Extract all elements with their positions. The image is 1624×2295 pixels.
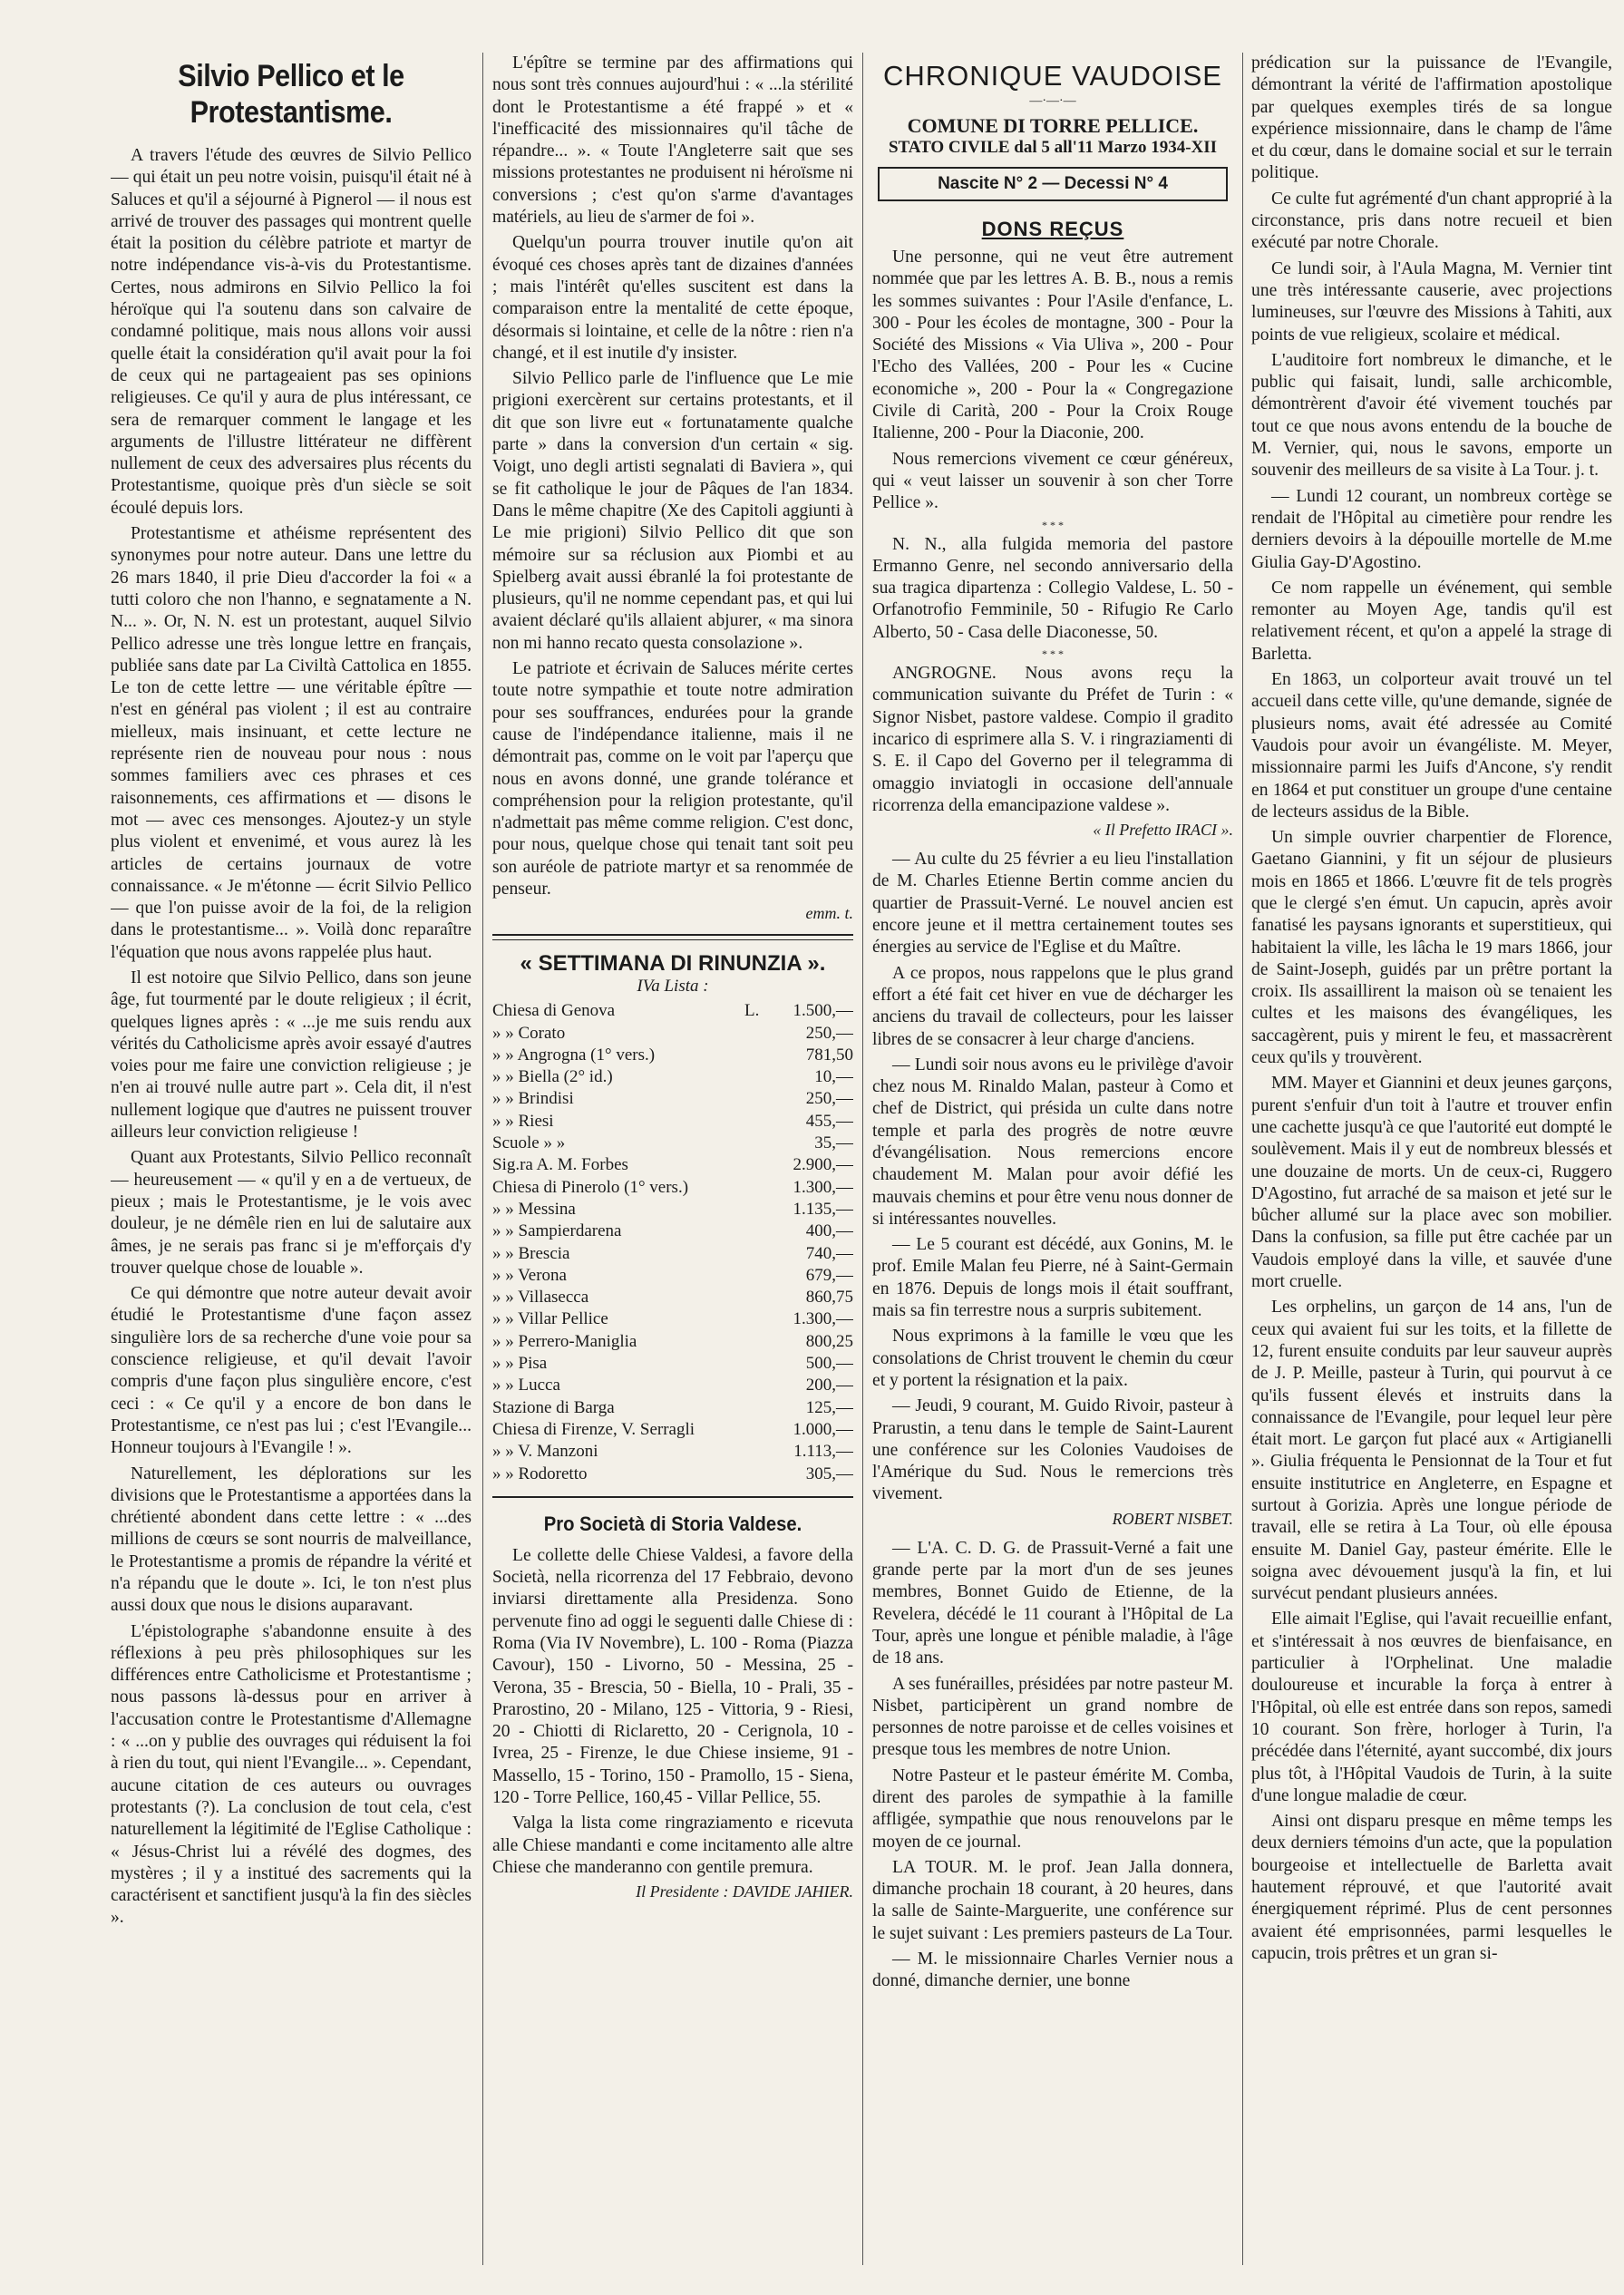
section-title: Pro Società di Storia Valdese. bbox=[543, 1512, 802, 1535]
donor-name: » » Brescia bbox=[492, 1243, 570, 1263]
donor-name: » » Brindisi bbox=[492, 1089, 574, 1109]
paragraph: LA TOUR. M. le prof. Jean Jalla donnera, dimanche prochain 18 courant, à 20 heures, dans la salle de Sainte-Marguerite, une conférence sur le sujet suivant : Les premiers pasteurs de La Tour. bbox=[872, 1857, 1233, 1943]
paragraph: Ce lundi soir, à l'Aula Magna, M. Vernier tint une très intéressante causerie, avec projections lumineuses, sur l'œuvre des Missions à Tahiti, aux points de vue religieux, scolaire et médical. bbox=[1251, 258, 1612, 345]
table-row bbox=[492, 1419, 853, 1441]
table-row bbox=[492, 1308, 853, 1330]
donor-name: Stazione di Barga bbox=[492, 1397, 615, 1417]
amount: 35,— bbox=[814, 1133, 853, 1153]
paragraph: — L'A. C. D. G. de Prassuit-Verné a fait une grande perte par la mort d'un de ses jeunes membres, Bonnet Guido de Etienne, de la Revelera, décédé le 11 courant à l'Hôpital de La Tour, après une longue et pénible maladie, à l'âge de 18 ans. bbox=[872, 1538, 1233, 1668]
amount: 1.135,— bbox=[793, 1199, 853, 1219]
currency bbox=[744, 1287, 766, 1308]
amount: 860,75 bbox=[805, 1288, 853, 1308]
currency bbox=[744, 1353, 766, 1375]
column-4 bbox=[1251, 53, 1612, 2279]
table-row bbox=[492, 1265, 853, 1287]
currency bbox=[744, 1111, 766, 1133]
paragraph: — Lundi soir nous avons eu le privilège d'avoir chez nous M. Rinaldo Malan, pasteur à Como et chef de District, qui présida un culte dans notre temple et parla des progrès de notre œuvre d'évangélisation. Nous remercions encore chaudement M. Malan pour avoir défié les mauvais chemins et pour être venu nous donner de si intéressantes nouvelles. bbox=[872, 1055, 1233, 1229]
table-row bbox=[492, 1287, 853, 1308]
amount: 2.900,— bbox=[793, 1155, 853, 1175]
paragraph: A travers l'étude des œuvres de Silvio Pellico — qui était un peu notre voisin, puisqu'il était né à Saluces et qu'il a séjourné à Pignerol — il nous est arrivé de trouver des passages qui montrent quelle était la position du célèbre patriote et martyr de notre indépendance vis-à-vis du Protestantisme. Certes, nous admirons en Silvio Pellico la foi héroïque qui l'a soutenu dans son calvaire de condamné politique, mais nous allons voir aussi quelle était la considération qu'il avait pour la foi de ceux qui ne partageaient pas ses opinions religieuses. Ce qu'il y aura de plus intéressant, ce sera de remarquer comment le langage et les arguments de l'illustre littérateur ne diffèrent nullement de ceux des adversaires plus récents du Protestantisme, quoique près d'un siècle se soit écoulé depuis lors. bbox=[111, 146, 472, 518]
paragraph: Nous exprimons à la famille le vœu que les consolations de Christ trouvent le chemin du cœur et y portent la résignation et la paix. bbox=[872, 1327, 1233, 1390]
donor-name: » » Riesi bbox=[492, 1111, 554, 1131]
amount: 455,— bbox=[805, 1111, 853, 1131]
paragraph: ANGROGNE. Nous avons reçu la communication suivante du Préfet de Turin : « Signor Nisbet, pastore valdese. Compio il gradito incarico di esprimere alla S. V. i ringraziamenti di S. E. il Capo del Governo per il telegramma di omaggio inviatogli in occasione dell'annuale ricorrenza della emancipazione valdese ». bbox=[872, 664, 1233, 815]
column-3 bbox=[872, 53, 1233, 2279]
paragraph: Silvio Pellico parle de l'influence que Le mie prigioni exercèrent sur certains protestants, et il dit que son livre eut « fortunatamente qualche parte » dans la conversion d'un certain « sig. Voigt, uno degli artisti segnalati di Baviera », qui se fit catholique le jour de Pâques de l'an 1834. Dans le même chapitre (Xe des Capitoli aggiunti à Le mie prigioni) Silvio Pellico dit que son mémoire sur sa réclusion aux Piombi et au Spielberg avait aussi ébranlé la foi protestante de plusieurs, qu'il ne nomme cependant pas, et qui lui avaient déclaré qu'ils allaient abjurer, « ma sinora non mi hanno recato questa consolazione ». bbox=[492, 369, 853, 653]
currency bbox=[744, 1331, 766, 1353]
amount: 1.500,— bbox=[793, 1001, 853, 1021]
section-divider bbox=[492, 934, 853, 936]
column-rule bbox=[862, 53, 863, 2265]
amount: 125,— bbox=[805, 1397, 853, 1417]
donor-name: » » V. Manzoni bbox=[492, 1442, 598, 1462]
signature: Il Presidente : DAVIDE JAHIER. bbox=[636, 1882, 853, 1901]
paragraph: A ce propos, nous rappelons que le plus grand effort a été fait cet hiver en vue de décharger les anciens du travail de collecteurs, pour les laisser libres de se consacrer à leur charge d'anciens. bbox=[872, 963, 1233, 1049]
paragraph: Il est notoire que Silvio Pellico, dans son jeune âge, fut tourmenté par le doute religieux ; il écrit, quelques lignes après : « ...je me suis rendu aux vérités du Catholicisme après avoir essayé d'autres voies pour me faire une conviction religieuse ; je n'en ai trouvé nulle autre part ». Cela dit, il n'est nullement logique que d'autres ne puissent trouver ailleurs leur conviction religieuse ! bbox=[111, 968, 472, 1143]
donor-name: » » Perrero-Maniglia bbox=[492, 1331, 637, 1351]
section-title: CHRONIQUE VAUDOISE bbox=[883, 60, 1222, 92]
currency bbox=[744, 1419, 766, 1441]
amount: 250,— bbox=[805, 1023, 853, 1043]
donor-name: » » Corato bbox=[492, 1023, 566, 1043]
paragraph: Elle aimait l'Eglise, qui l'avait recueillie enfant, et s'intéressait à nos œuvres de bienfaisance, en particulier à l'Orphelinat. Une maladie douloureuse et incurable la força à entrer à l'Hôpital, où elle est entrée dans son repos, samedi 10 courant. Son frère, horloger à Turin, l'a précédée dans l'éternité, ayant succombé, dix jours plus tôt, à l'Hôpital Vaudois de Turin, à la suite d'une longue maladie de cœur. bbox=[1251, 1609, 1612, 1805]
paragraph: Le patriote et écrivain de Saluces mérite certes toute notre sympathie et toute notre admiration pour ses souffrances, endurées pour la grande cause de l'indépendance italienne, mais il ne démontrait pas, comme on le voit par l'aperçu que nous en avons donné, une grande tolérance et compréhension pour la religion protestante, qu'il n'admettait pas même comme religion. C'est donc, pour nous, quelque chose qui tenait tant soit peu son auréole de patriote martyr et sa renommée de penseur. bbox=[492, 659, 853, 899]
currency bbox=[744, 1397, 766, 1419]
signature: ROBERT NISBET. bbox=[1112, 1509, 1233, 1528]
amount: 1.113,— bbox=[793, 1442, 853, 1462]
column-1 bbox=[111, 53, 472, 2279]
donor-name: Scuole » » bbox=[492, 1133, 566, 1153]
paragraph: Ce qui démontre que notre auteur devait avoir étudié le Protestantisme d'une façon assez singulière lors de sa recherche d'une voie pour sa conscience religieuse, et qu'il devait l'avoir compris d'une façon plus singulière encore, c'est ceci : « Ce qu'il y a encore de bon dans le Protestantisme, ce n'est pas lui ; c'est l'Evangile... Honneur toujours à l'Evangile ! ». bbox=[111, 1284, 472, 1458]
donor-name: » » Verona bbox=[492, 1265, 567, 1285]
paragraph: Les orphelins, un garçon de 14 ans, l'un de ceux qui avaient fui sur les toits, et la fillette de 12, furent ensuite conduits par leur sauveur auprès de J. P. Meille, pasteur à Turin, qui pourvut à ce qu'ils fussent élevés et instruits dans la connaissance de l'Evangile, pour lequel leur père était mort. Le garçon fut placé aux « Artigianelli ». Giulia fréquenta le Pensionnat de la Tour et fut ensuite institutrice en Angleterre, en Espagne et surtout à Gorizia. Après une longue période de travail, elle se retira à La Tour, où elle épousa ensuite M. Daniel Gay, pasteur émérite. Elle le soigna avec dévouement jusqu'à la fin, et lui survécut pendant plusieurs années. bbox=[1251, 1298, 1612, 1604]
currency bbox=[744, 1066, 766, 1088]
paragraph: Un simple ouvrier charpentier de Florence, Gaetano Giannini, y fit un séjour de plusieurs mois en 1865 et 1866. L'œuvre fit de tels progrès que le clergé s'en émut. Un capucin, après avoir fanatisé les paysans ignorants et superstitieux, qui habitaient la ville, les lâcha le 19 mars 1866, jour de Saint-Joseph, guidés par un prêtre portant la croix. Ils assaillirent la maison où se tenaient les cultes et les maisons des évangéliques, les saccagèrent, puis y mirent le feu, et massacrèrent ceux qu'ils y trouvèrent. bbox=[1251, 828, 1612, 1068]
paragraph: L'auditoire fort nombreux le dimanche, et le public qui faisait, lundi, salle archicomble, démontrèrent d'avoir été vivement touchés par tout ce que nous avons entendu de la bouche de M. Vernier, qui, nous le savons, emporte un souvenir des meilleurs de sa visite à La Tour. j. t. bbox=[1251, 350, 1612, 481]
paragraph: — M. le missionnaire Charles Vernier nous a donné, dimanche dernier, une bonne bbox=[872, 1950, 1233, 1991]
paragraph: Quant aux Protestants, Silvio Pellico reconnaît — heureusement — « qu'il y en a de vertueux, de pieux ; mais le Protestantisme, je le vois avec douleur, je ne démêle rien en lui de salutaire aux âmes, je ne serais pas franc si je m'efforçais d'y trouver quelque chose de louable ». bbox=[111, 1148, 472, 1278]
table-row bbox=[492, 1177, 853, 1199]
donor-name: Chiesa di Firenze, V. Serragli bbox=[492, 1419, 695, 1439]
amount: 781,50 bbox=[805, 1045, 853, 1065]
currency bbox=[744, 1199, 766, 1220]
signature: « Il Prefetto IRACI ». bbox=[1093, 821, 1233, 840]
asterism: * * * bbox=[1042, 647, 1064, 661]
donor-name: » » Rodoretto bbox=[492, 1464, 588, 1483]
currency bbox=[744, 1088, 766, 1110]
currency bbox=[744, 1177, 766, 1199]
civil-status-box: Nascite N° 2 — Decessi N° 4 bbox=[878, 167, 1228, 201]
paragraph: Une personne, qui ne veut être autrement nommée que par les lettres A. B. B., nous a remis les sommes suivantes : Pour l'Asile d'enfance, L. 300 - Pour les écoles de montagne, 300 - Pour la Société des Missions « Via Uliva », 200 - Pour l'Echo des Vallées, 200 - Pour les « Cucine economiche », 200 - Pour la « Congregazione Civile di Carità, 200 - Pour la Croix Rouge Italienne, 200 - Pour la Diaconie, 200. bbox=[872, 248, 1233, 443]
amount: 679,— bbox=[805, 1265, 853, 1285]
donor-name: » » Biella (2° id.) bbox=[492, 1067, 613, 1087]
currency bbox=[744, 1308, 766, 1330]
donor-name: » » Pisa bbox=[492, 1354, 548, 1374]
paragraph: Protestantisme et athéisme représentent des synonymes pour notre auteur. Dans une lettre du 26 mars 1840, il prie Dieu d'accorder la foi « a tutti coloro che non l'hanno, e segnatamente a N. N... ». Or, N. N. est un protestant, auquel Silvio Pellico adresse une très longue lettre en français, publiée sans date par La Civiltà Cattolica en 1855. Le ton de cette lettre — une véritable épître — n'est en général pas violent ; il est au contraire mielleux, mais insinuant, et cette lecture ne représente rien de nouveau pour nous : nous sommes familiers avec ces phrases et ces raisonnements, ces affirmations et — disons le mot — avec ces mensonges. Ajoutez-y un style plus violent et envenimé, et vous aurez là les articles de certains journaux de votre connaissance. « Je m'étonne — écrit Silvio Pellico — que l'on puisse avoir de la foi, de la religion dans le protestantisme... ». Voilà donc reparaître l'équation que nous avons rappelée plus haut. bbox=[111, 524, 472, 962]
donor-name: » » Angrogna (1° vers.) bbox=[492, 1045, 656, 1065]
donor-name: Chiesa di Pinerolo (1° vers.) bbox=[492, 1177, 689, 1197]
amount: 10,— bbox=[814, 1067, 853, 1087]
donor-name: » » Villar Pellice bbox=[492, 1309, 608, 1329]
currency: L. bbox=[744, 1001, 760, 1021]
paragraph: MM. Mayer et Giannini et deux jeunes garçons, purent s'enfuir d'un toit à l'autre et trouver enfin une cachette jusqu'à ce que l'autorité eut dompté le soulèvement. Mais il y eut de nombreux blessés et une douzaine de morts. Un de ceux-ci, Ruggero D'Agostino, fut arraché de sa maison et jeté sur le bûcher allumé sur la place avec son mobilier. Dans la confusion, sa fille put être cachée par un Vaudois employé dans la ville, et sauvée d'une mort cruelle. bbox=[1251, 1074, 1612, 1292]
list-subtitle: IVa Lista : bbox=[637, 977, 709, 997]
paragraph: — Lundi 12 courant, un nombreux cortège se rendait de l'Hôpital au cimetière pour rendre les derniers devoirs à la dépouille mortelle de M.me Giulia Gay-D'Agostino. bbox=[1251, 486, 1612, 572]
section-divider bbox=[492, 939, 853, 940]
amount: 500,— bbox=[805, 1354, 853, 1374]
currency bbox=[744, 1375, 766, 1396]
paragraph: Quelqu'un pourra trouver inutile qu'on ait évoqué ces choses après tant de dizaines d'années ; mais l'intérêt qu'elles suscitent est dans la comparaison entre la mentalité de cette époque, désormais si lointaine, et celle de la nôtre : rien n'a changé, et il est inutile d'y insister. bbox=[492, 233, 853, 363]
column-rule bbox=[1242, 53, 1243, 2265]
paragraph: Ce culte fut agrémenté d'un chant approprié à la circonstance, pris dans notre recueil et bien exécuté par notre Chorale. bbox=[1251, 189, 1612, 253]
signature: emm. t. bbox=[805, 904, 853, 923]
currency bbox=[744, 1023, 766, 1045]
section-title: DONS REÇUS bbox=[981, 218, 1124, 240]
table-row bbox=[492, 1397, 853, 1419]
sub-title: STATO CIVILE dal 5 all'11 Marzo 1934-XII bbox=[888, 138, 1218, 157]
table-row bbox=[492, 1353, 853, 1375]
amount: 1.000,— bbox=[793, 1419, 853, 1439]
column-rule bbox=[482, 53, 483, 2265]
table-row bbox=[492, 1045, 853, 1066]
currency bbox=[744, 1464, 766, 1485]
table-row bbox=[492, 1243, 853, 1265]
amount: 800,25 bbox=[805, 1331, 853, 1351]
amount: 1.300,— bbox=[793, 1177, 853, 1197]
currency bbox=[744, 1045, 766, 1066]
table-row bbox=[492, 1000, 853, 1022]
amount: 305,— bbox=[805, 1464, 853, 1483]
paragraph: Naturellement, les déplorations sur les divisions que le Protestantisme a apportées dans la chrétienté abondent dans cette lettre : « ...des millions de cœurs se sont nourris de malveillance, le Protestantisme a promis de répandre la vérité et n'a répandu que le doute ». Ici, le ton n'est plus aussi doux que nous le disions auparavant. bbox=[111, 1464, 472, 1616]
currency bbox=[744, 1133, 766, 1154]
table-row bbox=[492, 1375, 853, 1396]
table-row bbox=[492, 1441, 853, 1463]
sub-title: COMUNE DI TORRE PELLICE. bbox=[907, 114, 1199, 137]
amount: 400,— bbox=[805, 1221, 853, 1241]
paragraph: — Au culte du 25 février a eu lieu l'installation de M. Charles Etienne Bertin comme ancien du quartier de Prassuit-Verné. Le nouvel ancien est encore jeune et il mettra certainement toutes ses énergies au service de l'Eglise et du Maître. bbox=[872, 850, 1233, 958]
column-2 bbox=[492, 53, 853, 2279]
paragraph: Nous remercions vivement ce cœur généreux, qui « veut laisser un souvenir à son cher Torre Pellice ». bbox=[872, 449, 1233, 513]
donor-name: Chiesa di Genova bbox=[492, 1001, 616, 1021]
currency bbox=[744, 1243, 766, 1265]
amount: 200,— bbox=[805, 1376, 853, 1395]
article-title: Silvio Pellico et le Protestantisme. bbox=[178, 59, 404, 130]
donor-name: » » Messina bbox=[492, 1199, 576, 1219]
table-row bbox=[492, 1111, 853, 1133]
paragraph: A ses funérailles, présidées par notre pasteur M. Nisbet, participèrent un grand nombre de personnes de notre paroisse et de celles voisines et presque tous les membres de notre Union. bbox=[872, 1674, 1233, 1760]
paragraph: Notre Pasteur et le pasteur émérite M. Comba, dirent des paroles de sympathie à la famille affligée, sympathie que nous renouvelons par le moyen de ce journal. bbox=[872, 1765, 1233, 1852]
table-row bbox=[492, 1464, 853, 1485]
paragraph: En 1863, un colporteur avait trouvé un tel accueil dans cette ville, qu'une demande, signée de plusieurs noms, avait été adressée au Comité Vaudois pour avoir un évangéliste. M. Meyer, missionnaire parmi les Juifs d'Ancone, s'y rendit en 1864 et put constituer un groupe d'une centaine de lecteurs assidus de la Bible. bbox=[1251, 670, 1612, 822]
paragraph: L'épître se termine par des affirmations qui nous sont très connues aujourd'hui : « ...la stérilité dont le Protestantisme a été frappé » et « l'inefficacité des missionnaires qu'il tâche de répandre... ». « Toute l'Angleterre sait que ses missions protestantes ne produisent ni héroïsme ni conversions ; c'est qu'on s'arme d'avantages matériels, au lieu de s'armer de foi ». bbox=[492, 53, 853, 228]
paragraph: N. N., alla fulgida memoria del pastore Ermanno Genre, nel secondo anniversario della sua tragica dipartenza : Collegio Valdese, L. 50 - Orfanotrofio Femminile, 50 - Rifugio Re Carlo Alberto, 50 - Casa delle Diaconesse, 50. bbox=[872, 534, 1233, 642]
asterism: * * * bbox=[1042, 518, 1064, 531]
paragraph: Le collette delle Chiese Valdesi, a favore della Società, nella ricorrenza del 17 Febbraio, devono inviarsi direttamente alla Presidenza. Sono pervenute fino ad oggi le seguenti dalle Chiese di : Roma (Via IV Novembre), L. 100 - Roma (Piazza Cavour), 150 - Livorno, 50 - Messina, 25 - Verona, 35 - Brescia, 50 - Biella, 10 - Prali, 35 - Prarostino, 20 - Milano, 125 - Vittoria, 9 - Riesi, 20 - Chiotti di Riclaretto, 20 - Cerignola, 10 - Ivrea, 25 - Firenze, le due Chiese insieme, 91 - Massello, 15 - Torino, 150 - Pramollo, 15 - Siena, 120 - Torre Pellice, 160,45 - Villar Pellice, 55. bbox=[492, 1545, 853, 1808]
currency bbox=[744, 1220, 766, 1242]
table-row bbox=[492, 1331, 853, 1353]
paragraph: Ainsi ont disparu presque en même temps les deux derniers témoins d'un acte, que la population bourgeoise et intellectuelle de Barletta avait hautement réprouvé, et que l'autorité avait énergiquement réprimé. Plus de cent personnes avaient été emprisonnées, parmi lesquelles le capucin, trois prêtres et un gran si- bbox=[1251, 1812, 1612, 1963]
currency bbox=[744, 1441, 766, 1463]
paragraph: prédication sur la puissance de l'Evangile, démontrant la vérité de l'affirmation apostolique par quelques exemples tirés de sa longue expérience missionnaire, dans le champ de l'âme et du cœur, dans le domaine social et sur le terrain politique. bbox=[1251, 53, 1612, 183]
table-row bbox=[492, 1220, 853, 1242]
paragraph: Ce nom rappelle un événement, qui semble remonter au Moyen Age, tandis qu'il est relativement récent, et qu'on a appelé la strage di Barletta. bbox=[1251, 578, 1612, 664]
paragraph: L'épistolographe s'abandonne ensuite à des réflexions à peu près philosophiques sur les différences entre Catholicisme et Protestantisme ; nous passons là-dessus pour en arriver à l'accusation contre le Protestantisme d'Allemagne : « ...on y publie des ouvrages qui réduisent la foi à rien du tout, qui nient l'Evangile... ». Cependant, aucune citation de ces auteurs ou ouvrages protestants (?). La conclusion de tout cela, c'est naturellement la légitimité de l'Eglise Catholique : « Jésus-Christ lui a révélé des dogmes, des mystères ; il y a institué des sacrements qui la caractérisent et sanctifient jusqu'à la fin des siècles ». bbox=[111, 1621, 472, 1928]
section-title: « SETTIMANA DI RINUNZIA ». bbox=[520, 951, 826, 977]
donor-name: » » Lucca bbox=[492, 1376, 560, 1395]
table-row bbox=[492, 1023, 853, 1045]
currency bbox=[744, 1154, 766, 1176]
currency bbox=[744, 1265, 766, 1287]
donor-name: » » Villasecca bbox=[492, 1288, 589, 1308]
section-divider bbox=[492, 1496, 853, 1498]
donor-name: » » Sampierdarena bbox=[492, 1221, 622, 1241]
donor-name: Sig.ra A. M. Forbes bbox=[492, 1155, 628, 1175]
donation-table bbox=[492, 1000, 853, 1485]
table-row bbox=[492, 1199, 853, 1220]
amount: 250,— bbox=[805, 1089, 853, 1109]
paragraph: — Jeudi, 9 courant, M. Guido Rivoir, pasteur à Prarustin, a tenu dans le temple de Saint-Laurent une conférence sur les Colonies Vaudoises de l'Amérique du Sud. Nous le remercions très vivement. bbox=[872, 1396, 1233, 1504]
table-row bbox=[492, 1066, 853, 1088]
amount: 740,— bbox=[805, 1243, 853, 1263]
amount: 1.300,— bbox=[793, 1309, 853, 1329]
table-row bbox=[492, 1154, 853, 1176]
paragraph: — Le 5 courant est décédé, aux Gonins, M. le prof. Emile Malan feu Pierre, né à Saint-Germain en 1876. Depuis de longs mois il était souffrant, mais sa fin terrestre nous a surpris subitement. bbox=[872, 1235, 1233, 1321]
table-row bbox=[492, 1088, 853, 1110]
ornament-rule: —·—·— bbox=[1029, 94, 1076, 108]
table-row bbox=[492, 1133, 853, 1154]
paragraph: Valga la lista come ringraziamento e ricevuta alle Chiese mandanti e come incitamento alle altre Chiese che manderanno con gentile premura. bbox=[492, 1814, 853, 1877]
